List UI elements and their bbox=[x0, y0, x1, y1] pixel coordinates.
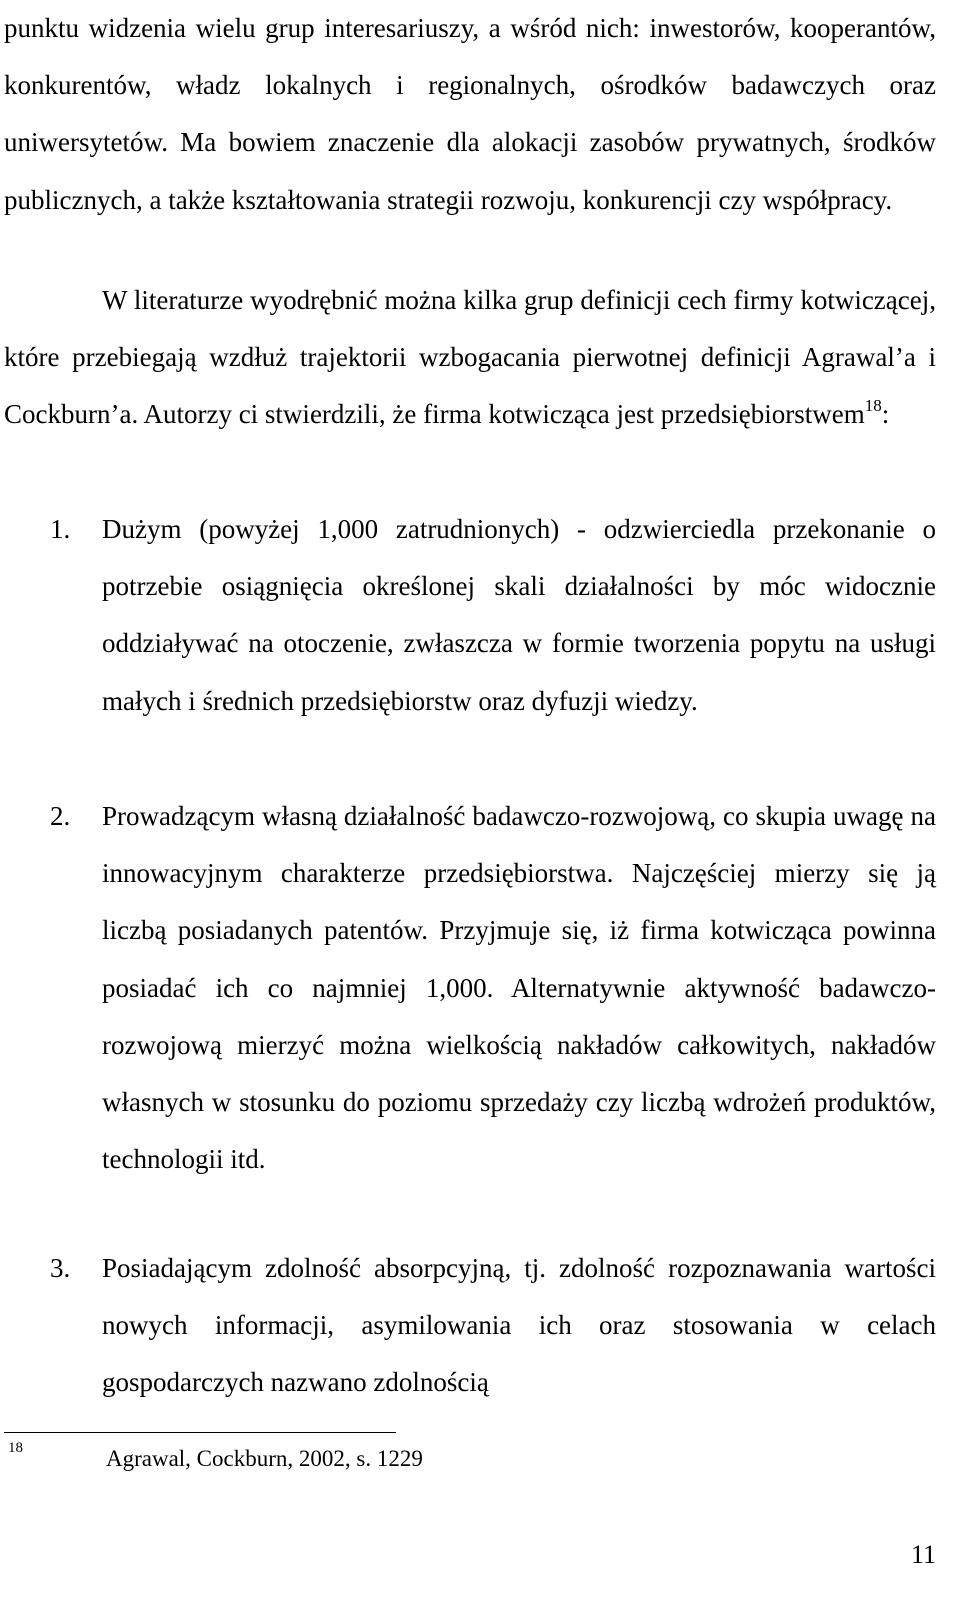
page-number: 11 bbox=[910, 1540, 936, 1569]
paragraph-stakeholders: punktu widzenia wielu grup interesariuszy, a wśród nich: inwestorów, kooperantów, konkurentów, władz lokalnych i regionalnych, ośrodków badawczych oraz uniwersytetów. Ma bowiem znaczenie dla alokacji zasobów prywatnych, środków publicznych, a także kształtowania strategii rozwoju, konkurencji czy współpracy. bbox=[4, 13, 936, 215]
footnote-mark: 18 bbox=[8, 1440, 23, 1456]
list-item-number: 2. bbox=[50, 801, 71, 831]
list-item-number: 1. bbox=[50, 514, 71, 544]
footnote bbox=[4, 1440, 904, 1490]
paragraph-anchor-firm-end: : bbox=[881, 399, 890, 430]
footnote-divider bbox=[4, 1432, 396, 1433]
list-item-text: Prowadzącym własną działalność badawczo-rozwojową, co skupia uwagę na innowacyjnym charakterze przedsiębiorstwa. Najczęściej mierzy się ją liczbą posiadanych patentów. Przyjmuje się, iż firma kotwicząca powinna posiadać ich co najmniej 1,000. Alternatywnie aktywność badawczo-rozwojową mierzyć można wielkością nakładów całkowitych, nakładów własnych w stosunku do poziomu sprzedaży czy liczbą wdrożeń produktów, technologii itd. bbox=[102, 801, 936, 1175]
paragraph-anchor-firm-definitions bbox=[4, 272, 936, 444]
list-item-number: 3. bbox=[50, 1253, 71, 1283]
list-item-text: Posiadającym zdolność absorpcyjną, tj. zdolność rozpoznawania wartości nowych informacji, asymilowania ich oraz stosowania w celach gospodarczych nazwano zdolnością bbox=[102, 1253, 936, 1398]
paragraph-anchor-firm-text: W literaturze wyodrębnić można kilka grup definicji cech firmy kotwiczącej, które przebiegają wzdłuż trajektorii wzbogacania pierwotnej definicji Agrawal’a i Cockburn’a. Autorzy ci stwierdzili, że firma kotwicząca jest przedsiębiorstwem bbox=[4, 285, 936, 430]
footnote-reference: 18 bbox=[864, 396, 882, 416]
list-item-text: Dużym (powyżej 1,000 zatrudnionych) - odzwierciedla przekonanie o potrzebie osiągnięcia określonej skali działalności by móc widocznie oddziaływać na otoczenie, zwłaszcza w formie tworzenia popytu na usługi małych i średnich przedsiębiorstw oraz dyfuzji wiedzy. bbox=[102, 514, 936, 716]
footnote-text: Agrawal, Cockburn, 2002, s. 1229 bbox=[106, 1446, 423, 1471]
